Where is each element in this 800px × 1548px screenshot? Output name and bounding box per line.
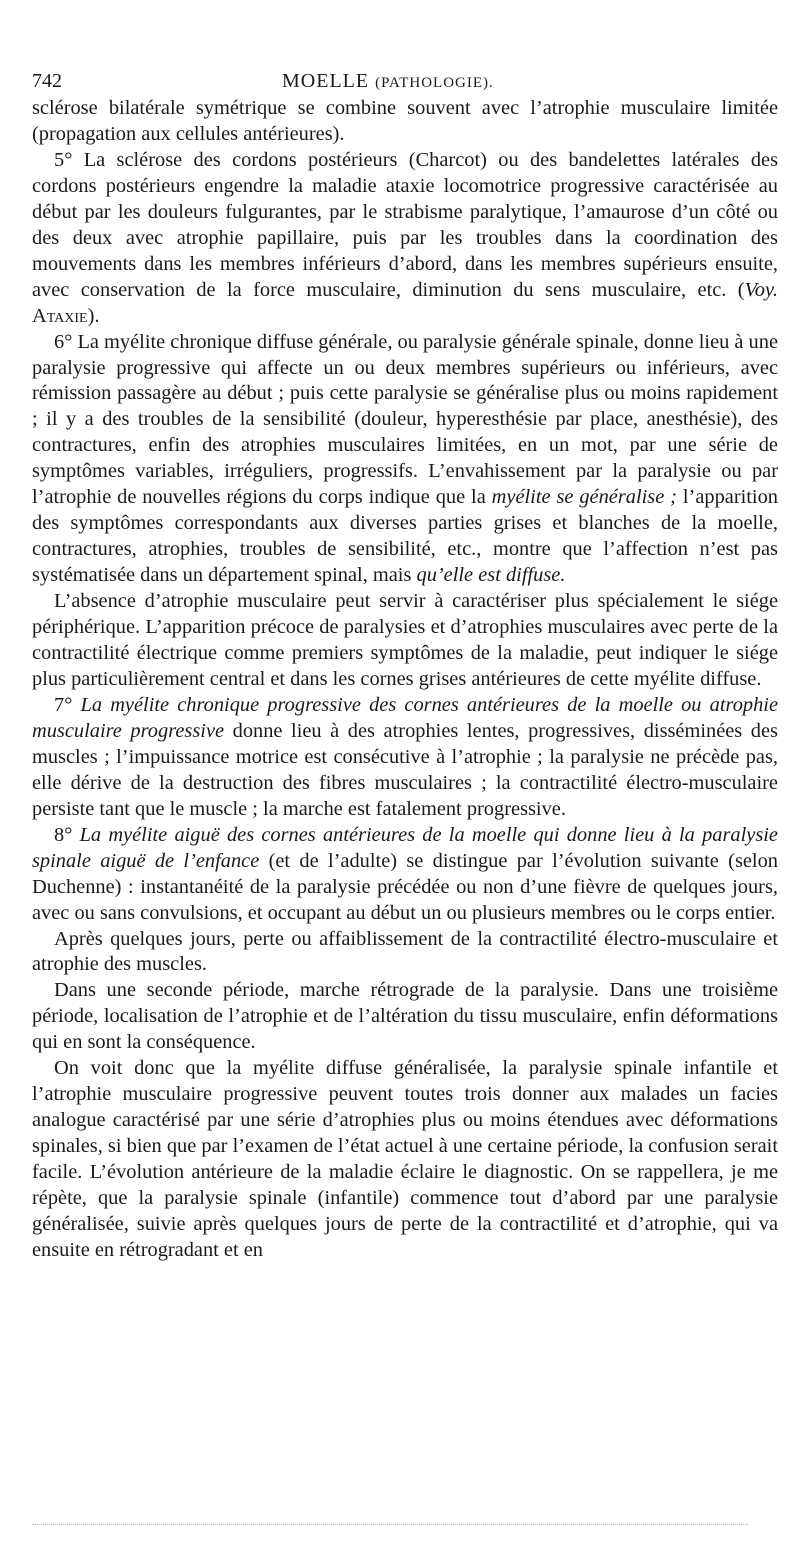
document-page — [32, 66, 778, 1264]
page-title — [282, 70, 494, 93]
title-text: MOELLE — [282, 70, 370, 92]
paragraph-2 — [32, 148, 778, 330]
paragraph-6-text: (et de l’adulte) se distingue par l’évolution suivante (selon Duchenne) : instantanéité de la paralysie précédée ou non d’une fièvre de quelques jours, avec ou sans convulsions, et occupant au début un ou plusieurs membres ou le corps entier. — [32, 849, 778, 924]
running-head — [32, 66, 778, 96]
bottom-divider — [32, 1524, 748, 1525]
paragraph-6 — [32, 823, 778, 927]
paragraph-3-text-a: 6° La myélite chronique diffuse générale, ou paralysie générale spinale, donne lieu à une paralysie progressive qui affecte un ou deux membres supérieurs ou inférieurs, avec rémission passagère au début ; puis cette paralysie se généralise plus ou moins rapidement ; il y a des troubles de la sensibilité (douleur, hyperesthésie par place, anesthésie), des contractures, enfin des atrophies musculaires limitées, en un mot, par une série de symptômes variables, irréguliers, progressifs. L’envahissement par la paralysie ou par l’atrophie de nouvelles régions du corps indique que la — [32, 330, 778, 509]
paragraph-2-end: ). — [87, 304, 100, 327]
paragraph-6-emphasis: La myélite aiguë des cornes antérieures de la moelle qui donne lieu à la paralysie spinale aiguë de l’enfance — [32, 823, 778, 872]
paragraph-3-text-b: l’apparition des symptômes correspondants aux diverses parties grises et blanches de la moelle, contractures, atrophies, troubles de sensibilité, etc., montre que l’affection n’est pas systématisée dans un département spinal, mais — [32, 486, 778, 587]
paragraph-3-emphasis-1: myélite se généralise ; — [491, 486, 677, 509]
paragraph-7: Après quelques jours, perte ou affaiblissement de la contractilité électro-musculaire et atrophie des muscles. — [32, 927, 778, 976]
paragraph-8: Dans une seconde période, marche rétrograde de la paralysie. Dans une troisième période, localisation de l’atrophie et de l’altération du tissu musculaire, enfin déformations qui en sont la conséquence. — [32, 979, 778, 1054]
body-text — [32, 96, 778, 1264]
paragraph-1: sclérose bilatérale symétrique se combine souvent avec l’atrophie musculaire limitée (propagation aux cellules antérieures). — [32, 97, 778, 145]
paragraph-6-number: 8° — [54, 823, 80, 846]
paragraph-5-text: donne lieu à des atrophies lentes, progressives, disséminées des muscles ; l’impuissance motrice est consécutive à l’atrophie ; la paralysie ne précède pas, elle dérive de la destruction des fibres musculaires ; la contractilité électro-musculaire persiste tant que le muscle ; la marche est fatalement progressive. — [32, 719, 778, 820]
page-number: 742 — [32, 70, 62, 92]
paragraph-9: On voit donc que la myélite diffuse généralisée, la paralysie spinale infantile et l’atrophie musculaire progressive peuvent toutes trois donner aux malades un facies analogue caractérisé par une série d’atrophies plus ou moins étendues avec déformations spinales, si bien que par l’examen de l’état actuel à une certaine période, la confusion serait facile. L’évolution antérieure de la maladie éclaire le diagnostic. On se rappellera, je me répète, que la paralysie spinale (infantile) commence tout d’abord par une paralysie généralisée, suivie après quelques jours de perte de la contractilité et d’atrophie, qui va ensuite en rétrogradant et en — [32, 1057, 778, 1261]
paragraph-5-emphasis: La myélite chronique progressive des cornes antérieures de la moelle ou atrophie musculaire progressive — [32, 693, 778, 742]
paragraph-4: L’absence d’atrophie musculaire peut servir à caractériser plus spécialement le siége périphérique. L’apparition précoce de paralysies et d’atrophies musculaires avec perte de la contractilité électrique comme premiers symptômes de la maladie, peut indiquer le siége plus particulièrement central et dans les cornes grises antérieures de cette myélite diffuse. — [32, 590, 778, 690]
voy-reference: Voy. — [744, 278, 778, 301]
paragraph-5 — [32, 693, 778, 823]
paragraph-3-emphasis-2: qu’elle est diffuse. — [416, 564, 566, 587]
paragraph-2-text: 5° La sclérose des cordons postérieurs (Charcot) ou des bandelettes latérales des cordons postérieurs engendre la maladie ataxie locomotrice progressive caractérisée au début par les douleurs fulgurantes, par le strabisme paralytique, l’amaurose d’un côté ou des deux avec atrophie papillaire, puis par les troubles dans la coordination des mouvements dans les membres inférieurs d’abord, dans les membres supérieurs ensuite, avec conservation de la force musculaire, diminution du sens musculaire, etc. ( — [32, 148, 778, 301]
title-subtitle: (PATHOLOGIE). — [375, 75, 494, 91]
paragraph-3 — [32, 330, 778, 590]
paragraph-5-number: 7° — [54, 693, 81, 716]
ataxie-reference: Ataxie — [32, 304, 88, 327]
